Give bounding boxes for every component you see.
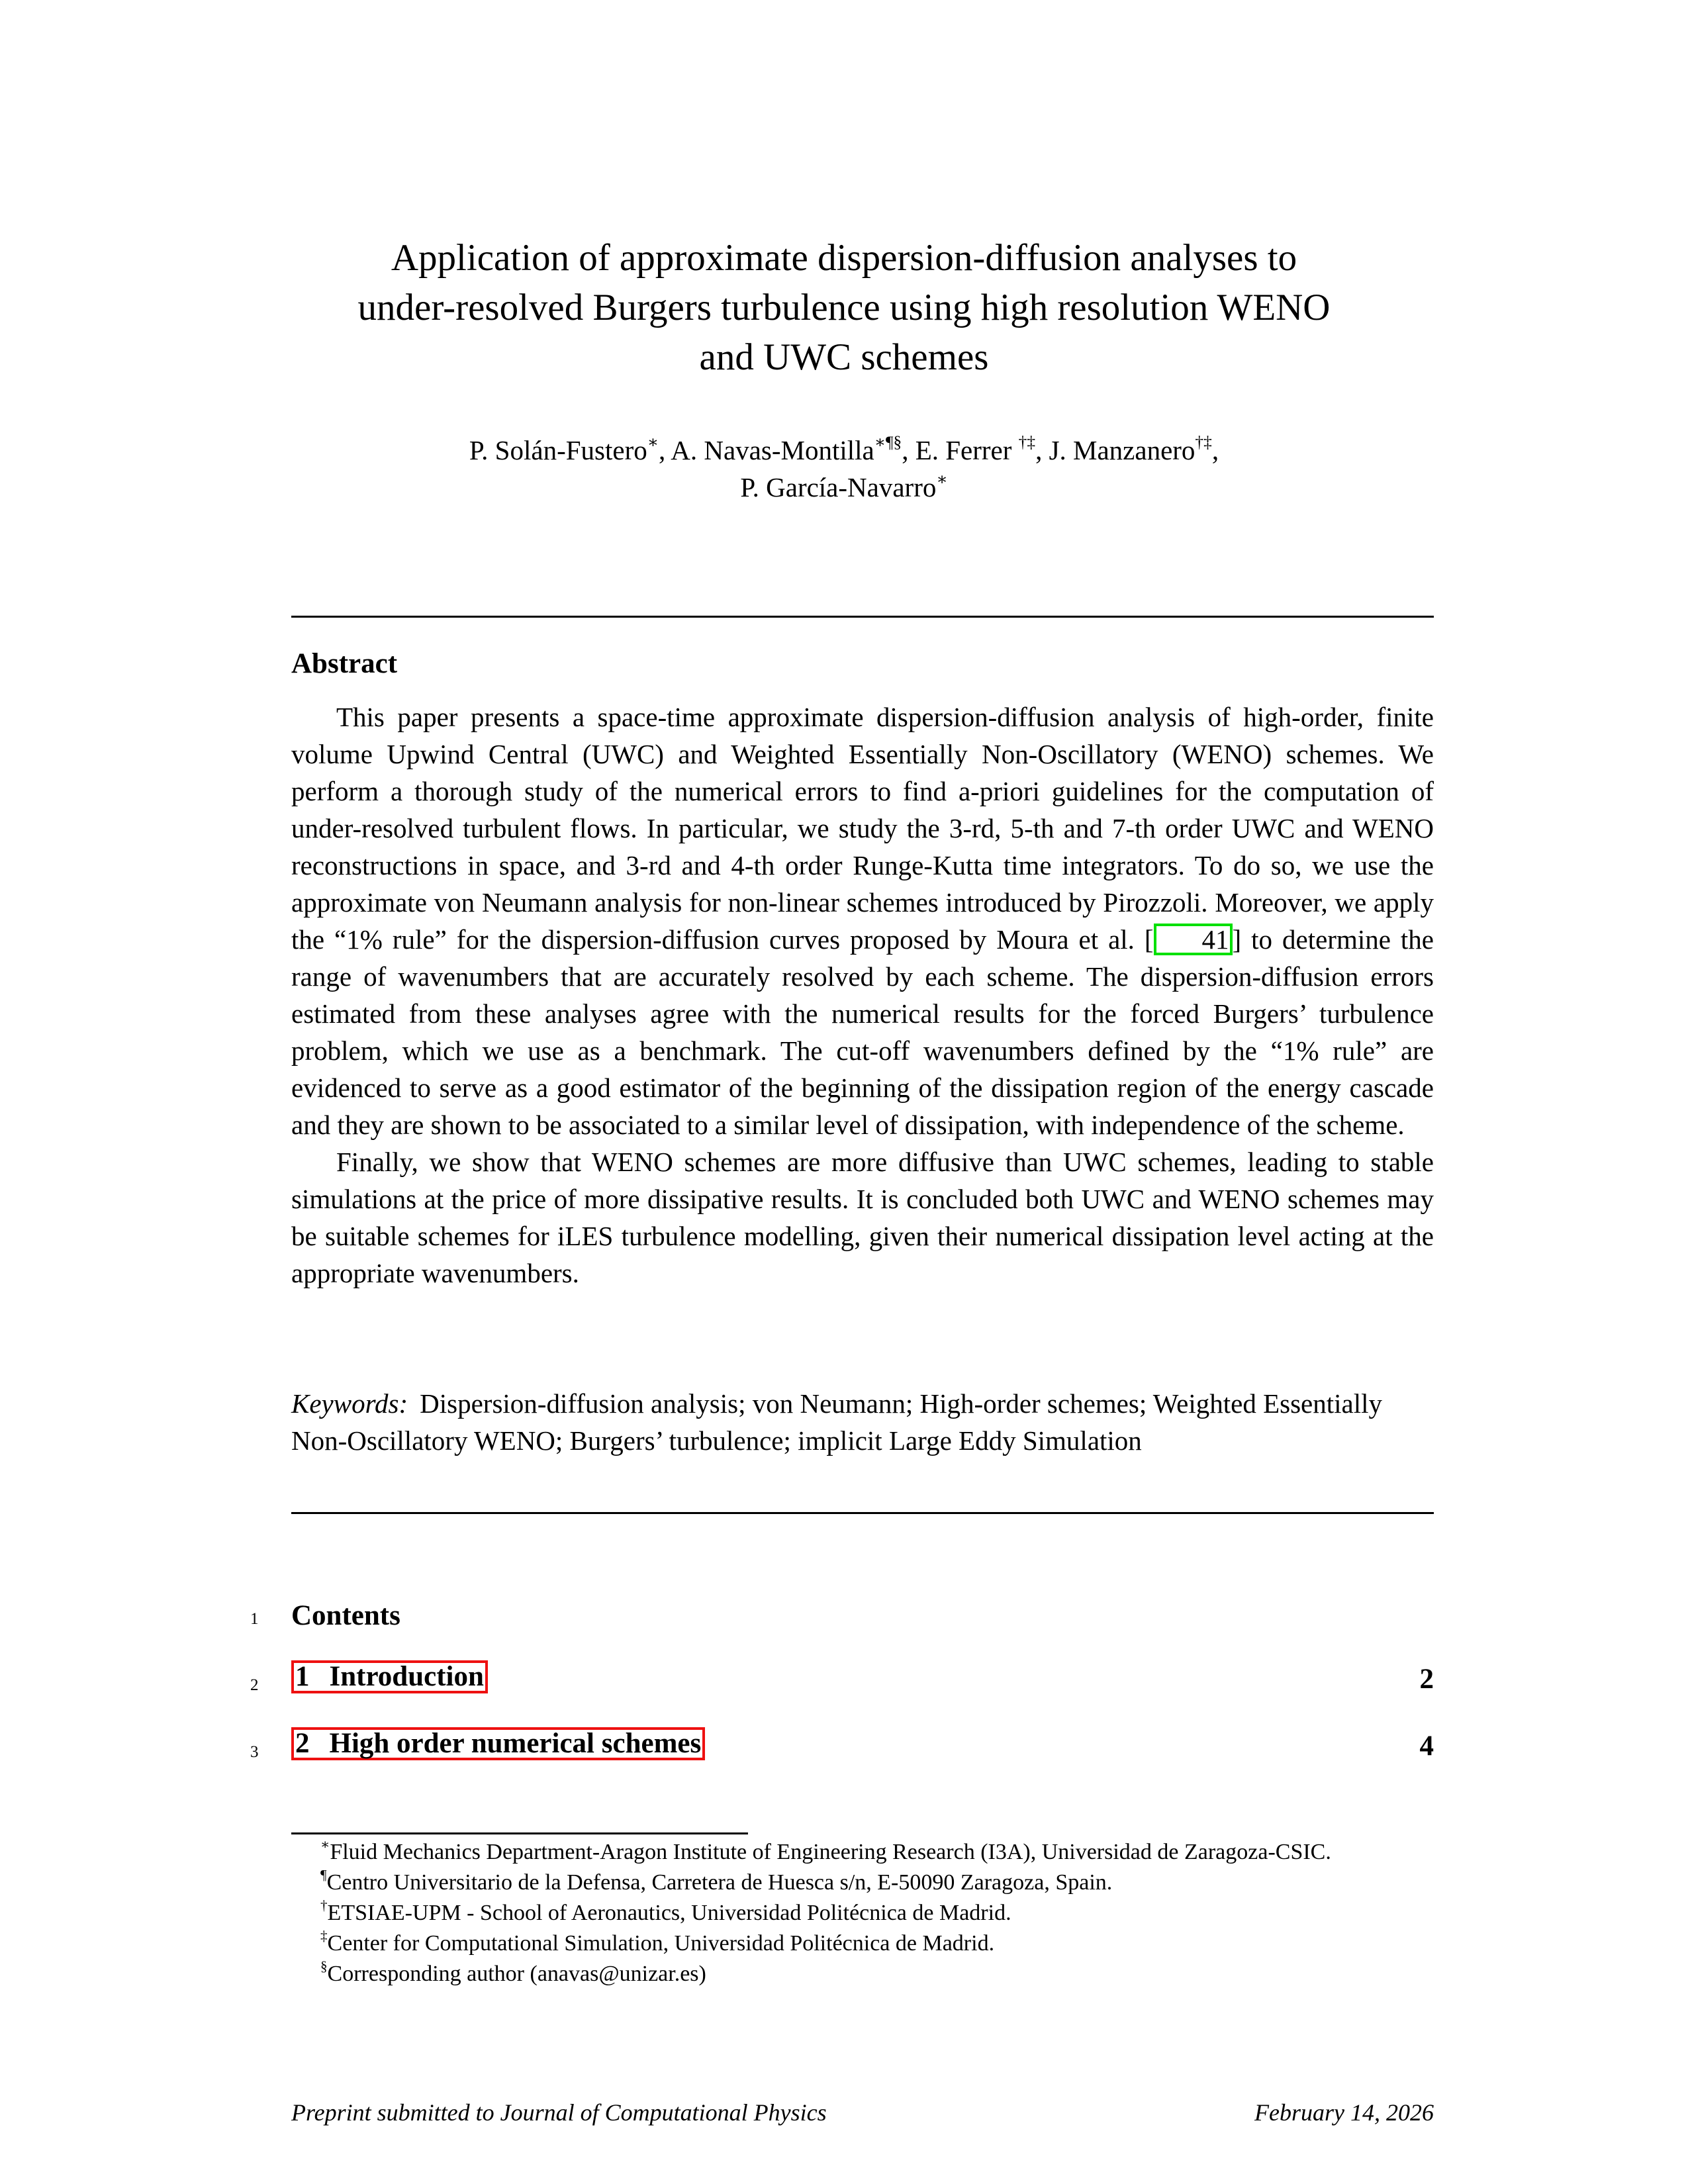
contents-heading: Contents: [291, 1600, 400, 1631]
author-affiliation-marks: †‡: [1018, 432, 1036, 451]
footnote-mark: §: [320, 1958, 328, 1974]
toc-section-number: 1: [295, 1661, 310, 1692]
toc-link-high-order-schemes[interactable]: [291, 1727, 705, 1760]
author-affiliation-marks: ∗¶§: [874, 432, 902, 451]
footnote-mark: ¶: [320, 1866, 327, 1883]
author-separator: ,: [1035, 435, 1049, 465]
title-line: under-resolved Burgers turbulence using high resolution WENO: [357, 287, 1331, 328]
toc-section-label: High order numerical schemes: [329, 1728, 702, 1759]
author-name: E. Ferrer: [915, 435, 1019, 465]
author-name: A. Navas-Montilla: [671, 435, 874, 465]
footnote: [291, 1868, 1434, 1898]
author-separator: ,: [1211, 435, 1219, 465]
abstract-bottom-rule: [291, 1512, 1434, 1514]
footnote-mark: †: [320, 1897, 328, 1913]
abstract-paragraph: [291, 698, 1434, 1143]
title-line: and UWC schemes: [699, 336, 989, 378]
footnote-text: Centro Universitario de la Defensa, Carretera de Huesca s/n, E-50090 Zaragoza, Spain.: [326, 1870, 1113, 1895]
footnote-mark: ‡: [320, 1927, 328, 1944]
author-name: P. García-Navarro: [740, 472, 937, 502]
author-affiliation-marks: ∗: [936, 469, 948, 489]
line-number: 2: [250, 1676, 259, 1694]
author-name: J. Manzanero: [1049, 435, 1196, 465]
author-separator: ,: [902, 435, 915, 465]
footnote: [291, 1837, 1434, 1868]
toc-link-introduction[interactable]: [291, 1660, 488, 1693]
page-footer: [291, 2099, 1434, 2126]
footnote-text: Corresponding author (anavas@unizar.es): [327, 1962, 706, 1986]
abstract-heading: Abstract: [291, 648, 398, 679]
paper-title: [265, 233, 1423, 382]
toc-page-number: 2: [1419, 1664, 1434, 1695]
footnote-text: ETSIAE-UPM - School of Aeronautics, Universidad Politécnica de Madrid.: [327, 1901, 1011, 1925]
author-list: [331, 432, 1357, 506]
abstract-top-rule: [291, 616, 1434, 618]
footnote: [291, 1928, 1434, 1959]
line-number: 3: [250, 1743, 259, 1761]
toc-entry-high-order-schemes: [291, 1727, 1434, 1764]
toc-entry-introduction: [291, 1660, 1434, 1697]
footnote-text: Center for Computational Simulation, Universidad Politécnica de Madrid.: [327, 1931, 995, 1956]
footer-journal: Preprint submitted to Journal of Computational Physics: [291, 2099, 827, 2126]
footnote-mark: ∗: [320, 1836, 330, 1852]
toc-section-number: 2: [295, 1728, 310, 1759]
author-separator: ,: [659, 435, 671, 465]
author-name: P. Solán-Fustero: [469, 435, 647, 465]
footnote: [291, 1898, 1434, 1928]
footnote-text: Fluid Mechanics Department-Aragon Institute of Engineering Research (I3A), Universidad de Zaragoza-CSIC.: [330, 1840, 1331, 1864]
footer-date: February 14, 2026: [1254, 2099, 1434, 2126]
line-number: 1: [250, 1610, 259, 1628]
toc-section-label: Introduction: [329, 1661, 484, 1692]
keywords-text: Dispersion-diffusion analysis; von Neumann; High-order schemes; Weighted Essentially Non-Oscillatory WENO; Burgers’ turbulence; implicit Large Eddy Simulation: [291, 1388, 1382, 1456]
author-affiliation-marks: †‡: [1195, 432, 1212, 451]
keywords-label: Keywords:: [291, 1388, 408, 1419]
footnotes: [291, 1837, 1434, 1989]
keywords: [291, 1385, 1434, 1459]
footnote: [291, 1959, 1434, 1989]
toc-page-number: 4: [1419, 1731, 1434, 1762]
abstract-text: ] to determine the range of wavenumbers that are accurately resolved by each scheme. The dispersion-diffusion errors estimated from these analyses agree with the numerical results for the forced Burgers’ turbulence problem, which we use as a benchmark. The cut-off wavenumbers defined by the “1% rule” are evidenced to serve as a good estimator of the beginning of the dissipation region of the energy cascade and they are shown to be associated to a similar level of dissipation, with independence of the scheme.: [291, 924, 1434, 1140]
footnote-rule: [291, 1832, 748, 1834]
abstract-text: This paper presents a space-time approximate dispersion-diffusion analysis of high-order, finite volume Upwind Central (UWC) and Weighted Essentially Non-Oscillatory (WENO) schemes. We perform a thorough study of the numerical errors to find a-priori guidelines for the computation of under-resolved turbulent flows. In particular, we study the 3-rd, 5-th and 7-th order UWC and WENO reconstructions in space, and 3-rd and 4-th order Runge-Kutta time integrators. To do so, we use the approximate von Neumann analysis for non-linear schemes introduced by Pirozzoli. Moreover, we apply the “1% rule” for the dispersion-diffusion curves proposed by Moura et al. [: [291, 702, 1434, 955]
author-affiliation-marks: ∗: [647, 432, 659, 451]
abstract-body: [291, 698, 1434, 1292]
abstract-paragraph: Finally, we show that WENO schemes are more diffusive than UWC schemes, leading to stable simulations at the price of more dissipative results. It is concluded both UWC and WENO schemes may be suitable schemes for iLES turbulence modelling, given their numerical dissipation level acting at the appropriate wavenumbers.: [291, 1147, 1434, 1288]
citation-link[interactable]: 41: [1154, 924, 1233, 955]
title-line: Application of approximate dispersion-diffusion analyses to: [391, 237, 1297, 279]
